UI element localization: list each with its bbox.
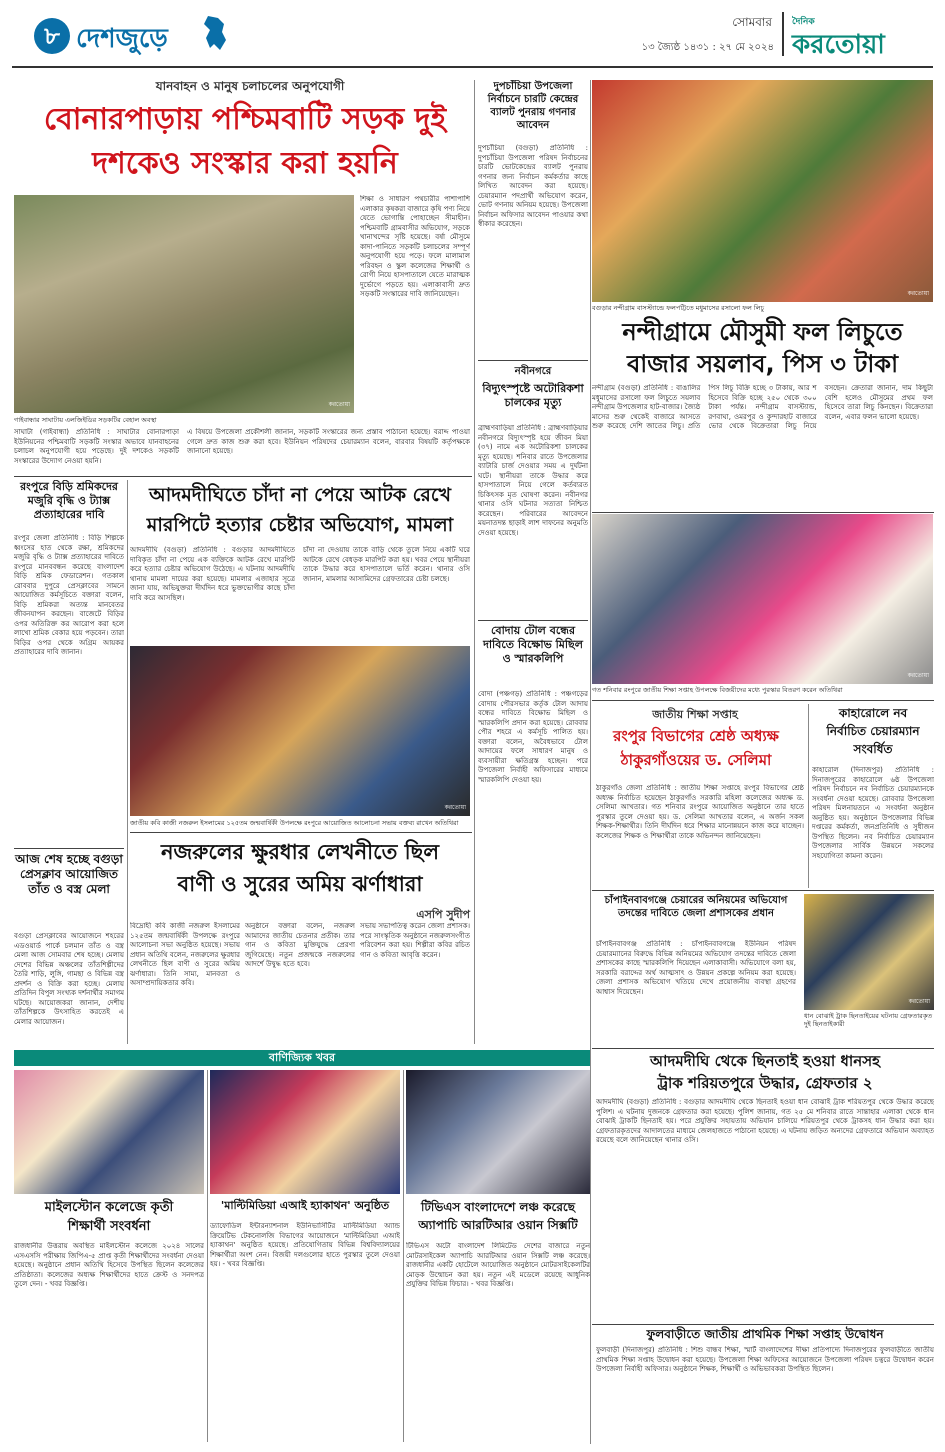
toll-body: বোদা (পঞ্চগড়) প্রতিনিধি : পঞ্চগড়ের বোদায় পৌরসভার কর্তৃক টোল আদায় বন্ধের দাবিতে বিক্ষোভ মিছিল ও স্মারকলিপি প্রদান করা হয়েছে। রোববার পৌর শহরে এ কর্মসূচি পালিত হয়। বক্তারা বলেন, অবৈধভাবে টোল আদায়ের ফলে সাধারণ মানুষ ও ব্যবসায়ীরা ক্ষতিগ্রস্ত হচ্ছেন। পরে উপজেলা নির্বাহী অফিসারের মাধ্যমে স্মারকলিপি দেওয়া হয়।	[478, 690, 588, 784]
milestone-photo	[14, 1070, 204, 1194]
truck-headline	[596, 1050, 934, 1096]
photo-credit: করতোয়া	[908, 998, 930, 1005]
lead-photo-caption: গাইবান্ধার সাঘাটায় এলজিইডির সড়কটির বেহাল অবস্থা	[14, 416, 157, 424]
divider	[592, 512, 934, 513]
recount-body: দুপচাঁচিয়া (বগুড়া) প্রতিনিধি : দুপচাঁচিয়া উপজেলা পরিষদ নির্বাচনের চারটি ভোটকেন্দ্রের ব্যালট পুনরায় গণনার জন্য নির্বাচন কর্মকর্তার কাছে লিখিত আবেদন করা হয়েছে। চেয়ারম্যান পদপ্রার্থী অভিযোগ করেন, ভোট গণনায় অনিয়ম হয়েছে। উপজেলা নির্বাচন অফিসার আবেদন পাওয়ার কথা স্বীকার করেছেন।	[478, 144, 588, 228]
header-rule	[12, 66, 933, 68]
principal-body: ঠাকুরগাঁও জেলা প্রতিনিধি : জাতীয় শিক্ষা সপ্তাহে রংপুর বিভাগের শ্রেষ্ঠ অধ্যক্ষ নির্বাচিত হয়েছেন ঠাকুরগাঁও সরকারি মহিলা কলেজের অধ্যক্ষ ড. সেলিমা আখতার। গত শনিবার রংপুরে আয়োজিত অনুষ্ঠানে তার হাতে পুরস্কার তুলে দেওয়া হয়। ড. সেলিমা আখতার বলেন, এ অর্জন সকল শিক্ষক-শিক্ষার্থীর। তিনি দীর্ঘদিন ধরে শিক্ষার মানোন্নয়নে কাজ করে যাচ্ছেন। কলেজের শিক্ষক ও শিক্ষার্থীরা তাকে অভিনন্দন জানিয়েছেন।	[596, 784, 804, 840]
fair-body: বগুড়া প্রেসক্লাবের আয়োজনে শহরের এডওয়ার্ড পার্কে চলমান তাঁত ও বস্ত্র মেলা আজ সোমবার শেষ হচ্ছে। মেলায় দেশের বিভিন্ন অঞ্চলের তাঁতশিল্পীদের তৈরি শাড়ি, লুঙ্গি, গামছা ও বিভিন্ন বস্ত্র প্রদর্শন ও বিক্রি করা হচ্ছে। মেলায় প্রতিদিন বিপুল সংখ্যক দর্শনার্থীর সমাগম ঘটছে। আয়োজকরা জানান, দেশীয় তাঁতশিল্পকে উৎসাহিত করতেই এ মেলার আয়োজন।	[14, 932, 124, 1026]
kaharol-headline	[812, 704, 934, 762]
principal-headline-line1: রংপুর বিভাগের শ্রেষ্ঠ অধ্যক্ষ	[613, 727, 779, 745]
kaharol-headline-line1: কাহারোলে নব	[838, 706, 908, 720]
milestone-headline-line2: শিক্ষার্থী সংবর্ধনা	[67, 1219, 151, 1234]
lead-body-c: এ বিষয়ে উপজেলা প্রকৌশলী জানান, সড়কটি সংস্কারের জন্য প্রস্তাব পাঠানো হয়েছে। বরাদ্দ পাওয়া গেলে দ্রুত কাজ শুরু করা হবে। ইউনিয়ন পরিষদের চেয়ারম্যান বলেন, বারবার বিষয়টি কর্তৃপক্ষকে জানানো হয়েছে।	[187, 428, 470, 455]
adamdighi-headline-line2: মারপিটে হত্যার চেষ্টার অভিযোগ, মামলা	[146, 514, 454, 536]
column-rule	[207, 1070, 208, 1442]
page-number-badge: ৮	[34, 18, 70, 54]
kaharol-headline-line2: নির্বাচিত চেয়ারম্যান	[826, 724, 920, 738]
divider	[592, 890, 934, 891]
bidi-headline: রংপুরে বিড়ি শ্রমিকদের মজুরি বৃদ্ধি ও ট্যাক্স প্রত্যাহারের দাবি	[20, 480, 118, 521]
header-divider	[782, 12, 784, 56]
divider	[130, 832, 472, 833]
adamdighi-body-b: চাঁদা না দেওয়ায় তাকে বাড়ি থেকে তুলে নিয়ে একটি ঘরে আটকে রেখে বেধড়ক মারপিট করা হয়। খবর পেয়ে স্থানীয়রা তাকে উদ্ধার করে হাসপাতালে ভর্তি করেন। থানার ওসি জানান, মামলার আসামিদের গ্রেফতারের চেষ্টা চলছে।	[303, 546, 470, 583]
photo-credit: করতোয়া	[444, 804, 466, 811]
lead-headline-line2: দশকেও সংস্কার করা হয়নি	[92, 146, 398, 181]
divider	[592, 700, 934, 701]
tvs-headline-line1: টিভিএস বাংলাদেশে লঞ্চ করেছে	[420, 1200, 576, 1214]
kaharol-body: কাহারোল (দিনাজপুর) প্রতিনিধি : দিনাজপুরের কাহারোলে ৬ষ্ঠ উপজেলা পরিষদ নির্বাচনে নব নির্বাচিত চেয়ারম্যানকে সংবর্ধনা দেওয়া হয়েছে। রোববার উপজেলা পরিষদ মিলনায়তনে এ সংবর্ধনা অনুষ্ঠান অনুষ্ঠিত হয়। অনুষ্ঠানে উপজেলার বিভিন্ন দপ্তরের কর্মকর্তা, জনপ্রতিনিধি ও সুধীজন উপস্থিত ছিলেন। নব নির্বাচিত চেয়ারম্যান উপজেলার সার্বিক উন্নয়নে সকলের সহযোগিতা কামনা করেন।	[812, 766, 934, 860]
lychee-body: নন্দীগ্রাম (বগুড়া) প্রতিনিধি : বাঙালির মধুমাসের রসালো ফল লিচুতে সয়লাব নন্দীগ্রাম উপজেলার হাট-বাজার। জ্যৈষ্ঠ মাসের শুরু থেকেই বাজারে আসতে শুরু করেছে দেশি জাতের লিচু। প্রতি পিস লিচু বিক্রি হচ্ছে ৩ টাকায়, আর শ হিসেবে বিক্রি হচ্ছে ২৫০ থেকে ৩০০ টাকা পর্যন্ত। নন্দীগ্রাম বাসস্ট্যান্ড, রণবাঘা, ওমরপুর ও কুন্দারহাট বাজারে ভোর থেকে বিক্রেতারা লিচু নিয়ে বসছেন। ক্রেতারা জানান, দাম কিছুটা বেশি হলেও মৌসুমের প্রথম ফল হিসেবে তারা লিচু কিনছেন। বিক্রেতারা বলেন, এবার ফলন ভালো হয়েছে।	[592, 384, 933, 430]
nazrul-body-b: অনুষ্ঠানে বক্তারা বলেন, নজরুল আমাদের জাতীয় চেতনার প্রতীক। তার গান ও কবিতা মুক্তিযুদ্ধে প্রেরণা জুগিয়েছে। নতুন প্রজন্মকে নজরুলের আদর্শে উদ্বুদ্ধ হতে হবে।	[245, 922, 355, 968]
principal-headline	[596, 724, 796, 780]
chapai-headline: চাঁপাইনবাবগঞ্জে চেয়ারের অনিয়মের অভিযোগ তদন্তের দাবিতে জেলা প্রশাসকের প্রধান	[604, 895, 788, 919]
hackathon-headline: 'মাল্টিমিডিয়া এআই হ্যাকাথন' অনুষ্ঠিত	[220, 1199, 390, 1212]
chapai-body: চাঁপাইনবাবগঞ্জ প্রতিনিধি : চাঁপাইনবাবগঞ্জে ইউনিয়ন পরিষদ চেয়ারম্যানের বিরুদ্ধে বিভিন্ন অনিয়মের অভিযোগ তদন্তের দাবিতে জেলা প্রশাসকের কাছে স্মারকলিপি দিয়েছেন এলাকাবাসী। অভিযোগে বলা হয়, সরকারি বরাদ্দের অর্থ আত্মসাৎ ও উন্নয়ন প্রকল্পে অনিয়ম করা হয়েছে। জেলা প্রশাসক অভিযোগ খতিয়ে দেখে প্রয়োজনীয় ব্যবস্থা গ্রহণের আশ্বাস দিয়েছেন।	[596, 940, 796, 996]
photo-credit: করতোয়া	[907, 290, 929, 297]
adamdighi-headline-line1: আদমদীঘিতে চাঁদা না পেয়ে আটক রেখে	[149, 484, 451, 506]
lychee-caption: বগুড়ার নন্দীগ্রাম বাসস্ট্যান্ডে ফলপট্টিতে মধুমাসের রসালো ফল লিচু	[592, 304, 765, 312]
lychee-photo	[592, 80, 933, 302]
tvs-headline-line2: অ্যাপাচি আরটিআর ওয়ান সিক্সটি	[418, 1218, 578, 1232]
milestone-headline-line1: মাইলস্টোন কলেজে কৃতী	[44, 1200, 174, 1215]
column-rule	[590, 80, 591, 1444]
divider	[592, 1048, 934, 1049]
lychee-headline-line2: বাজার সয়লাব, পিস ৩ টাকা	[626, 350, 899, 378]
milestone-headline	[14, 1198, 204, 1238]
fair-headline: আজ শেষ হচ্ছে বগুড়া প্রেসক্লাব আয়োজিত তাঁত ও বস্ত্র মেলা	[15, 852, 123, 896]
section-title: দেশজুড়ে	[76, 24, 168, 54]
truck-body: আদমদীঘি (বগুড়া) প্রতিনিধি : বগুড়ার আদমদীঘি থেকে ছিনতাই হওয়া ধান বোঝাই ট্রাক শরিয়তপুর থেকে উদ্ধার করেছে পুলিশ। এ ঘটনায় দুজনকে গ্রেফতার করা হয়েছে। পুলিশ জানায়, গত ২৫ মে শনিবার রাতে সান্তাহার এলাকা থেকে ধান বোঝাই ট্রাকটি ছিনতাই হয়। পরে প্রযুক্তির সহায়তায় অভিযান চালিয়ে শরিয়তপুর থেকে ট্রাকসহ ধান উদ্ধার করা হয়। গ্রেফতারকৃতদের আদালতের মাধ্যমে জেলহাজতে পাঠানো হয়েছে। এ ঘটনায় জড়িত অন্যদের গ্রেফতারে অভিযান অব্যাহত রয়েছে বলে জানিয়েছেন থানার ওসি।	[596, 1098, 934, 1144]
adamdighi-body-a: আদমদীঘি (বগুড়া) প্রতিনিধি : বগুড়ার আদমদীঘিতে দাবিকৃত চাঁদা না পেয়ে এক ব্যক্তিকে আটক রেখে মারপিট করে হত্যার চেষ্টার অভিযোগ উঠেছে। এ ঘটনায় আদমদীঘি থানায় মামলা দায়ের করা হয়েছে। মামলার এজাহার সূত্রে জানা যায়, অভিযুক্তরা দীর্ঘদিন ধরে ভুক্তভোগীর কাছে চাঁদা দাবি করে আসছিল।	[130, 546, 295, 602]
toll-headline: বোদায় টোল বন্ধের দাবিতে বিক্ষোভ মিছিল ও স্মারকলিপি	[483, 624, 583, 665]
bidi-body: রংপুর জেলা প্রতিনিধি : বিড়ি শিল্পকে ধ্বংসের হাত থেকে রক্ষা, শ্রমিকদের মজুরি বৃদ্ধি ও ট্যাক্স প্রত্যাহারের দাবিতে রংপুরে মানববন্ধন করেছে বাংলাদেশ বিড়ি শ্রমিক ফেডারেশন। গতকাল রোববার দুপুরে প্রেসক্লাবের সামনে আয়োজিত কর্মসূচিতে বক্তারা বলেন, বিড়ি শ্রমিকরা অত্যন্ত মানবেতর জীবনযাপন করছেন। বাজেটে বিড়ির ওপর অতিরিক্ত কর আরোপ করা হলে লাখো শ্রমিক বেকার হয়ে পড়বেন। তারা বিড়ির ওপর থেকে অগ্রিম আয়কর প্রত্যাহারের দাবি জানান।	[14, 534, 124, 656]
paper-name-logo: করতোয়া	[792, 30, 885, 60]
divider	[14, 848, 124, 849]
fulbari-headline: ফুলবাড়ীতে জাতীয় প্রাথমিক শিক্ষা সপ্তাহ উদ্বোধন	[646, 1327, 884, 1341]
photo-credit: করতোয়া	[907, 672, 929, 679]
truck-caption: ধান বোঝাই ট্রাক ছিনতাইয়ের ঘটনায় গ্রেফতারকৃত দুই ছিনতাইকারী	[804, 1012, 933, 1028]
divider	[14, 476, 472, 477]
truck-headline-line2: ট্রাক শরিয়তপুরে উদ্ধার, গ্রেফতার ২	[657, 1074, 873, 1092]
hackathon-body: ড্যাফোডিল ইন্টারন্যাশনাল ইউনিভার্সিটির মাল্টিমিডিয়া অ্যান্ড ক্রিয়েটিভ টেকনোলজি বিভাগের আয়োজনে 'মাল্টিমিডিয়া এআই হ্যাকাথন' অনুষ্ঠিত হয়েছে। প্রতিযোগিতায় বিভিন্ন বিশ্ববিদ্যালয়ের শিক্ষার্থীরা অংশ নেন। বিজয়ী দলগুলোর হাতে পুরস্কার তুলে দেওয়া হয়। - খবর বিজ্ঞপ্তি।	[210, 1222, 400, 1268]
commerce-banner-label: বাণিজ্যিক খবর	[268, 1051, 336, 1064]
lead-body-a: সাঘাটা (গাইবান্ধা) প্রতিনিধি : সাঘাটার বোনারপাড়া ইউনিয়নের পশ্চিমবাটি সড়কটি সংস্কার অভাবে যানবাহনের চলাচল অনুপযোগী হয়ে পড়েছে। দুই দশকেও সড়কটি সংস্কারের উদ্যোগ নেওয়া হয়নি।	[14, 428, 179, 465]
header-date: ১৩ জ্যৈষ্ঠ ১৪৩১ : ২৭ মে ২০২৪	[641, 42, 774, 53]
tvs-headline	[406, 1198, 590, 1238]
tvs-body: টিভিএস অটো বাংলাদেশ লিমিটেড দেশের বাজারে নতুন মোটরসাইকেল অ্যাপাচি আরটিআর ওয়ান সিক্সটি লঞ্চ করেছে। রাজধানীর একটি হোটেলে আয়োজিত অনুষ্ঠানে মোটরসাইকেলটির মোড়ক উন্মোচন করা হয়। নতুন এই মডেলে রয়েছে আধুনিক প্রযুক্তির বিভিন্ন ফিচার। - খবর বিজ্ঞপ্তি।	[406, 1242, 590, 1288]
paper-name-small: দৈনিক	[792, 17, 815, 27]
tvs-photo	[406, 1070, 590, 1194]
bangladesh-map-icon	[202, 14, 228, 54]
truck-photo	[804, 894, 934, 1010]
nazrul-event-caption: জাতীয় কবি কাজী নজরুল ইসলামের ১২৫তম জন্মবার্ষিকী উপলক্ষে রংপুরে আয়োজিত আলোচনা সভায় বক্তব্য রাখেন অতিথিরা	[130, 819, 459, 827]
kaharol-headline-line3: সংবর্ধিত	[853, 742, 893, 756]
lead-kicker: যানবাহন ও মানুষ চলাচলের অনুপযোগী	[155, 79, 345, 93]
column-rule	[127, 480, 128, 1044]
lychee-headline-line1: নন্দীগ্রামে মৌসুমী ফল লিচুতে	[622, 318, 903, 346]
column-rule	[403, 1070, 404, 1442]
nazrul-headline-line1: নজরুলের ক্ষুরধার লেখনীতে ছিল	[160, 840, 440, 864]
award-photo	[592, 514, 933, 684]
page-header	[12, 10, 933, 76]
fulbari-body: ফুলবাড়ী (দিনাজপুর) প্রতিনিধি : শিশু বান্ধব শিক্ষা, স্মার্ট বাংলাদেশের দীক্ষা প্রতিপাদ্যে দিনাজপুরের ফুলবাড়ীতে জাতীয় প্রাথমিক শিক্ষা সপ্তাহ উদ্বোধন করা হয়েছে। উপজেলা শিক্ষা অফিসের আয়োজনে উপজেলা পরিষদ চত্বরে উদ্বোধন করেন উপজেলা নির্বাহী অফিসার। অনুষ্ঠানে শিক্ষক, শিক্ষার্থী ও অভিভাবকরা উপস্থিত ছিলেন।	[596, 1346, 934, 1373]
lychee-headline	[592, 316, 933, 380]
lead-headline	[20, 98, 470, 190]
lead-body-b: শিক্ষা ও সাধারণ পথচারীর পাশাপাশি এলাকার কৃষকরা বাজারে কৃষি পণ্য নিয়ে যেতে ভোগান্তি পোহাচ্ছেন সীমাহীন। পশ্চিমবাটি গ্রামবাসীর অভিযোগ, সড়কে খানাখন্দের সৃষ্টি হয়েছে। বর্ষা মৌসুমে কাদা-পানিতে সড়কটি চলাচলের সম্পূর্ণ অনুপযোগী হয়ে পড়ে। ফলে মালামাল পরিবহন ও স্কুল কলেজের শিক্ষার্থী ও রোগী নিয়ে হাসপাতালে যেতে মারাত্মক দুর্ভোগে পড়তে হয়। এলাকাবাসী দ্রুত সড়কটি সংস্কারের দাবি জানিয়েছেন।	[360, 195, 470, 298]
header-day: সোমবার	[732, 15, 772, 29]
photo-credit: করতোয়া	[328, 401, 350, 408]
hackathon-photo	[210, 1070, 400, 1194]
fire-kicker: নবীনগরে	[514, 366, 552, 377]
commerce-banner	[14, 1050, 590, 1066]
milestone-body: রাজধানীর উত্তরায় অবস্থিত মাইলস্টোন কলেজে ২০২৪ সালের এসএসসি পরীক্ষায় জিপিএ-৫ প্রাপ্ত কৃতী শিক্ষার্থীদের সংবর্ধনা দেওয়া হয়েছে। অনুষ্ঠানে প্রধান অতিথি হিসেবে উপস্থিত ছিলেন কলেজের প্রতিষ্ঠাতা। কলেজের অধ্যক্ষ শিক্ষার্থীদের হাতে ক্রেস্ট ও সনদপত্র তুলে দেন। - খবর বিজ্ঞপ্তি।	[14, 1242, 204, 1288]
nazrul-headline-line2: বাণী ও সুরের অমিয় ঝর্ণাধারা	[177, 872, 423, 896]
recount-headline: দুপচাঁচিয়া উপজেলা নির্বাচনে চারটি কেন্দ্রের ব্যালট পুনরায় গণনার আবেদন	[487, 81, 579, 131]
divider	[478, 360, 588, 361]
lead-photo	[14, 195, 354, 413]
nazrul-headline	[130, 836, 470, 904]
column-rule	[808, 704, 809, 888]
principal-kicker: জাতীয় শিক্ষা সপ্তাহ	[652, 708, 738, 721]
award-caption: গত শনিবার রংপুরে জাতীয় শিক্ষা সপ্তাহ উপলক্ষে বিজয়ীদের মধ্যে পুরস্কার বিতরণ করেন অতিথিরা	[592, 686, 843, 694]
lead-headline-line1: বোনারপাড়ায় পশ্চিমবাটি সড়ক দুই	[43, 102, 447, 137]
nazrul-body-a: বিদ্রোহী কবি কাজী নজরুল ইসলামের ১২৫তম জন্মবার্ষিকী উপলক্ষে রংপুরে আলোচনা সভা অনুষ্ঠিত হয়েছে। সভায় প্রধান অতিথি বলেন, নজরুলের ক্ষুরধার লেখনীতে ছিল বাণী ও সুরের অমিয় ঝর্ণাধারা। তিনি সাম্য, মানবতা ও অসাম্প্রদায়িকতার কবি।	[130, 922, 240, 987]
fire-body: ব্রাহ্মণবাড়িয়া প্রতিনিধি : ব্রাহ্মণবাড়িয়ার নবীনগরে বিদ্যুৎস্পৃষ্ট হয়ে জীবন মিয়া (৩৭) নামে এক অটোরিকশা চালকের মৃত্যু হয়েছে। শনিবার রাতে উপজেলার ব্যাটারি চার্জ দেওয়ার সময় এ দুর্ঘটনা ঘটে। স্থানীয়রা তাকে উদ্ধার করে হাসপাতালে নিয়ে গেলে কর্তব্যরত চিকিৎসক মৃত ঘোষণা করেন। নবীনগর থানার ওসি ঘটনার সত্যতা নিশ্চিত করেছেন। পরিবারের আবেদনে ময়নাতদন্ত ছাড়াই লাশ দাফনের অনুমতি দেওয়া হয়েছে।	[478, 424, 588, 537]
divider	[478, 620, 588, 621]
truck-headline-line1: আদমদীঘি থেকে ছিনতাই হওয়া ধানসহ	[650, 1052, 880, 1070]
principal-headline-line2: ঠাকুরগাঁওয়ের ড. সেলিমা	[620, 751, 772, 769]
adamdighi-headline	[130, 480, 470, 542]
fire-headline: বিদ্যুৎস্পৃষ্টে অটোরিকশা চালকের মৃত্যু	[482, 382, 584, 409]
nazrul-byline: এসপি সুদীপ	[416, 908, 470, 921]
nazrul-body-c: সভায় সভাপতিত্ব করেন জেলা প্রশাসক। পরে সাংস্কৃতিক অনুষ্ঠানে নজরুলসংগীত পরিবেশন করা হয়। শিল্পীরা কবির রচিত গান ও কবিতা আবৃত্তি করেন।	[360, 922, 470, 959]
nazrul-event-photo	[130, 646, 470, 816]
divider	[592, 1324, 934, 1325]
column-rule	[474, 80, 475, 1044]
